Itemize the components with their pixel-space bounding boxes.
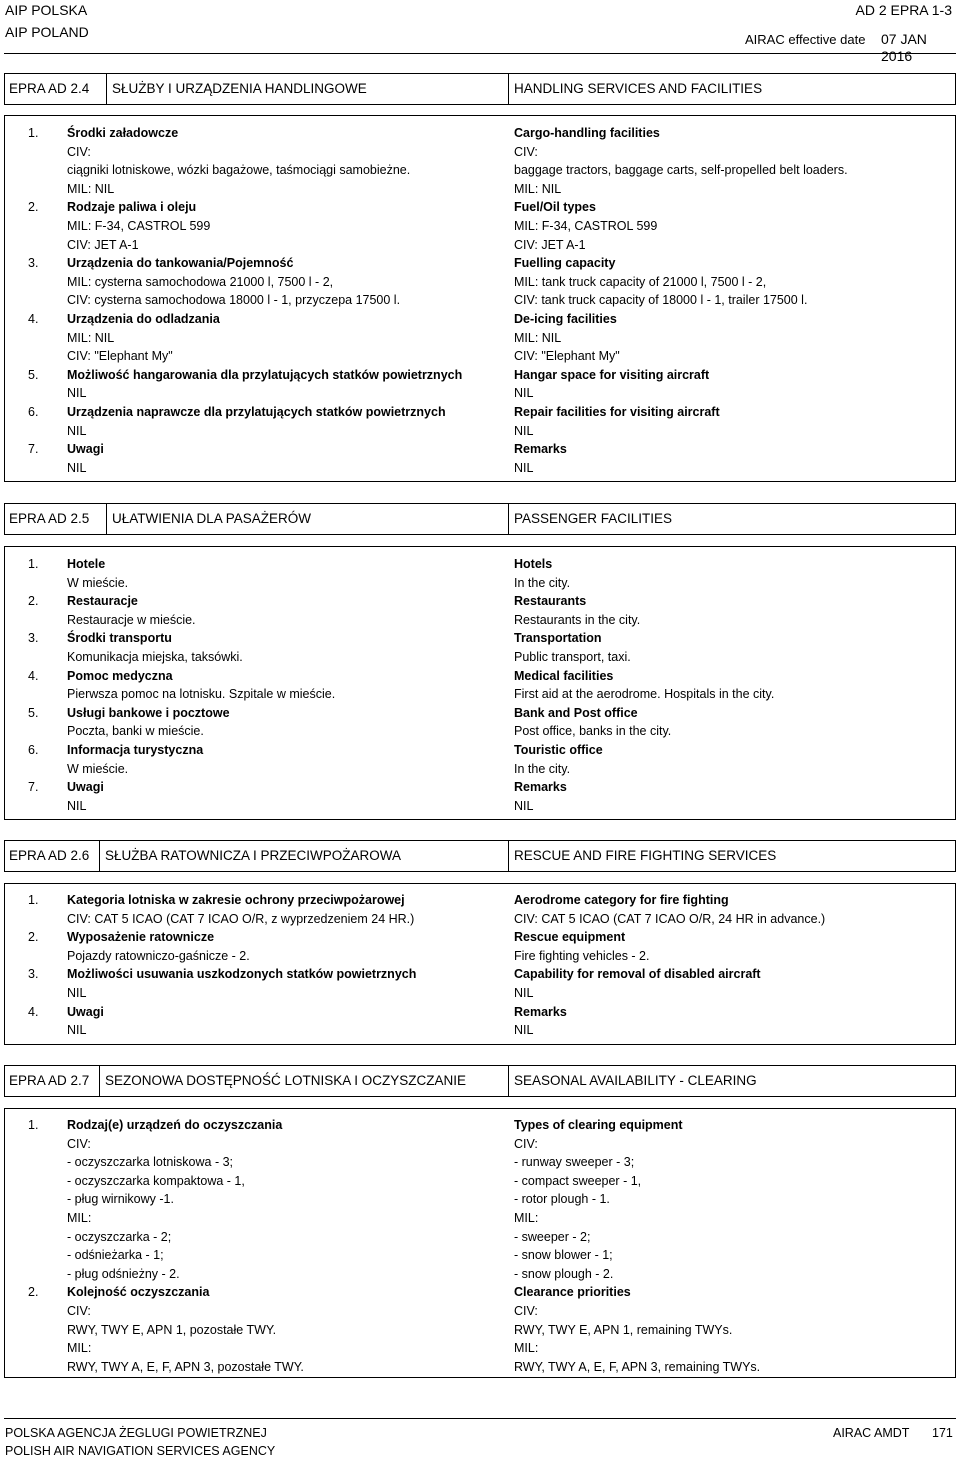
section-title-pl: SŁUŻBY I URZĄDZENIA HANDLINGOWE — [112, 81, 367, 96]
item-text-en: - runway sweeper - 3; — [514, 1155, 635, 1170]
section-title-bar — [4, 503, 956, 535]
item-text-en: NIL — [514, 1023, 534, 1038]
item-text-en: baggage tractors, baggage carts, self-propelled belt loaders. — [514, 163, 848, 178]
section-code: EPRA AD 2.7 — [9, 1073, 90, 1088]
item-text-en: Cargo-handling facilities — [514, 126, 660, 140]
item-text-pl: MIL: F-34, CASTROL 599 — [67, 219, 211, 233]
item-text-pl: NIL — [67, 986, 87, 1000]
item-text-pl: Rodzaj(e) urządzeń do oczyszczania — [67, 1118, 283, 1132]
item-text-en: - rotor plough - 1. — [514, 1192, 610, 1207]
item-text-en: First aid at the aerodrome. Hospitals in the city. — [514, 687, 775, 702]
item-text-pl: - pług wirnikowy -1. — [67, 1192, 174, 1207]
item-text-pl: - odśnieżarka - 1; — [67, 1248, 164, 1263]
header-page-ref: AD 2 EPRA 1-3 — [855, 2, 952, 18]
item-number: 1. — [28, 557, 39, 571]
item-text-pl: Możliwości usuwania uszkodzonych statków powietrznych — [67, 967, 417, 982]
item-text-pl: CIV: cysterna samochodowa 18000 l - 1, przyczepa 17500 l. — [67, 293, 401, 308]
item-text-en: Clearance priorities — [514, 1285, 631, 1300]
item-text-pl: MIL: — [67, 1341, 92, 1356]
section-title-pl: SEZONOWA DOSTĘPNOŚĆ LOTNISKA I OCZYSZCZANIE — [105, 1073, 467, 1088]
item-text-pl: Wyposażenie ratownicze — [67, 930, 215, 945]
item-text-en: In the city. — [514, 761, 571, 776]
item-text-pl: Środki transportu — [67, 631, 172, 646]
item-text-en: RWY, TWY A, E, F, APN 3, remaining TWYs. — [514, 1359, 761, 1374]
item-text-pl: Kategoria lotniska w zakresie ochrony przeciwpożarowej — [67, 893, 405, 907]
footer-amdt-label: AIRAC AMDT — [833, 1426, 910, 1440]
item-text-en: NIL — [514, 798, 534, 813]
section-title-pl: SŁUŻBA RATOWNICZA I PRZECIWPOŻAROWA — [105, 848, 402, 863]
item-text-pl: Kolejność oczyszczania — [67, 1285, 210, 1300]
divider — [508, 503, 509, 535]
item-number: 3. — [28, 967, 39, 982]
divider — [99, 1065, 100, 1097]
section-title-en: RESCUE AND FIRE FIGHTING SERVICES — [514, 848, 777, 863]
item-text-en: Capability for removal of disabled aircraft — [514, 967, 761, 982]
section-title-bar — [4, 840, 956, 872]
divider — [508, 1065, 509, 1097]
section-code: EPRA AD 2.6 — [9, 848, 90, 863]
item-text-en: Types of clearing equipment — [514, 1118, 683, 1132]
item-text-pl: - oczyszczarka - 2; — [67, 1229, 172, 1244]
divider — [508, 840, 509, 872]
item-text-en: CIV: JET A-1 — [514, 237, 586, 252]
item-number: 3. — [28, 256, 39, 271]
item-text-en: CIV: — [514, 1304, 538, 1318]
item-number: 5. — [28, 367, 39, 382]
item-text-en: MIL: F-34, CASTROL 599 — [514, 219, 658, 233]
item-number: 1. — [28, 126, 39, 140]
section-title-pl: UŁATWIENIA DLA PASAŻERÓW — [112, 511, 312, 526]
header-airac-label: AIRAC effective date — [745, 32, 866, 47]
item-text-pl: NIL — [67, 798, 87, 813]
section-code: EPRA AD 2.4 — [9, 81, 90, 96]
item-text-en: CIV: CAT 5 ICAO (CAT 7 ICAO O/R, 24 HR in advance.) — [514, 911, 826, 926]
item-text-pl: Urządzenia naprawcze dla przylatujących statków powietrznych — [67, 405, 446, 419]
item-text-en: - snow plough - 2. — [514, 1266, 614, 1281]
footer-agency-en: POLISH AIR NAVIGATION SERVICES AGENCY — [5, 1444, 276, 1458]
item-text-pl: MIL: cysterna samochodowa 21000 l, 7500 l - 2, — [67, 274, 334, 289]
item-text-pl: MIL: NIL — [67, 330, 115, 345]
item-text-en: Hangar space for visiting aircraft — [514, 367, 710, 382]
item-text-en: Aerodrome category for fire fighting — [514, 893, 729, 907]
footer-rule — [4, 1418, 956, 1419]
item-text-en: CIV: — [514, 1136, 538, 1151]
item-text-en: Bank and Post office — [514, 705, 638, 720]
item-text-pl: Środki załadowcze — [67, 126, 179, 140]
item-text-pl: - oczyszczarka kompaktowa - 1, — [67, 1173, 245, 1188]
divider — [106, 503, 107, 535]
item-number: 7. — [28, 780, 39, 795]
item-text-en: CIV: "Elephant My" — [514, 349, 620, 364]
header-aip-polska: AIP POLSKA — [5, 2, 88, 18]
item-text-en: In the city. — [514, 575, 571, 590]
item-text-pl: Informacja turystyczna — [67, 743, 204, 757]
item-text-en: Touristic office — [514, 743, 603, 757]
item-text-pl: MIL: NIL — [67, 181, 115, 196]
item-text-pl: - oczyszczarka lotniskowa - 3; — [67, 1155, 234, 1170]
item-number: 3. — [28, 631, 39, 646]
item-number: 1. — [28, 1118, 39, 1132]
item-text-en: MIL: NIL — [514, 330, 562, 345]
item-text-en: NIL — [514, 423, 534, 438]
item-text-pl: Urządzenia do tankowania/Pojemność — [67, 256, 294, 271]
item-text-en: MIL: tank truck capacity of 21000 l, 7500 l - 2, — [514, 274, 767, 289]
item-text-pl: RWY, TWY E, APN 1, pozostałe TWY. — [67, 1322, 277, 1337]
item-number: 1. — [28, 893, 39, 907]
item-text-pl: Możliwość hangarowania dla przylatujących statków powietrznych — [67, 367, 463, 382]
item-number: 4. — [28, 1004, 39, 1019]
divider — [99, 840, 100, 872]
item-text-en: Transportation — [514, 631, 602, 646]
item-text-en: Fuelling capacity — [514, 256, 616, 271]
item-text-en: Medical facilities — [514, 668, 614, 683]
item-text-en: Rescue equipment — [514, 930, 626, 945]
item-text-en: RWY, TWY E, APN 1, remaining TWYs. — [514, 1322, 733, 1337]
item-text-en: - snow blower - 1; — [514, 1248, 613, 1263]
item-text-en: Remarks — [514, 442, 567, 457]
item-text-pl: Poczta, banki w mieście. — [67, 724, 204, 739]
item-text-pl: MIL: — [67, 1211, 92, 1225]
item-text-pl: NIL — [67, 423, 87, 438]
footer-amdt-number: 171 — [932, 1426, 953, 1440]
item-text-en: Remarks — [514, 780, 567, 795]
item-text-pl: CIV: "Elephant My" — [67, 349, 173, 364]
divider — [508, 73, 509, 105]
item-text-en: NIL — [514, 386, 534, 401]
item-number: 7. — [28, 442, 39, 457]
item-text-en: - compact sweeper - 1, — [514, 1173, 642, 1188]
item-number: 2. — [28, 200, 39, 215]
item-text-en: Post office, banks in the city. — [514, 724, 672, 739]
item-text-en: Fire fighting vehicles - 2. — [514, 948, 650, 963]
item-text-pl: CIV: CAT 5 ICAO (CAT 7 ICAO O/R, z wyprzedzeniem 24 HR.) — [67, 911, 415, 926]
item-number: 5. — [28, 705, 39, 720]
section-title-bar — [4, 73, 956, 105]
item-text-pl: Restauracje w mieście. — [67, 612, 196, 627]
item-number: 6. — [28, 405, 39, 419]
item-text-pl: CIV: — [67, 144, 91, 159]
item-text-en: Restaurants in the city. — [514, 612, 641, 627]
item-text-pl: Usługi bankowe i pocztowe — [67, 705, 230, 720]
item-text-en: MIL: — [514, 1341, 539, 1356]
item-text-pl: Pomoc medyczna — [67, 668, 173, 683]
item-text-en: Public transport, taxi. — [514, 650, 631, 664]
item-text-pl: ciągniki lotniskowe, wózki bagażowe, taśmociągi samobieżne. — [67, 163, 411, 178]
header-airac-date: 07 JAN 2016 — [881, 31, 927, 64]
section-code: EPRA AD 2.5 — [9, 511, 90, 526]
item-number: 4. — [28, 668, 39, 683]
item-text-pl: RWY, TWY A, E, F, APN 3, pozostałe TWY. — [67, 1359, 304, 1374]
item-text-en: De-icing facilities — [514, 312, 617, 326]
item-text-pl: Pierwsza pomoc na lotnisku. Szpitale w mieście. — [67, 687, 336, 702]
item-text-pl: Restauracje — [67, 594, 138, 609]
item-text-en: NIL — [514, 460, 534, 475]
header-aip-poland: AIP POLAND — [5, 24, 89, 40]
item-text-pl: Urządzenia do odladzania — [67, 312, 220, 326]
divider — [106, 73, 107, 105]
item-text-pl: W mieście. — [67, 761, 129, 776]
item-text-en: MIL: NIL — [514, 181, 562, 196]
section-title-en: HANDLING SERVICES AND FACILITIES — [514, 81, 763, 96]
item-number: 2. — [28, 1285, 39, 1300]
item-text-pl: Uwagi — [67, 1004, 104, 1019]
item-text-en: CIV: — [514, 144, 538, 159]
item-text-en: Restaurants — [514, 594, 587, 609]
item-text-en: Remarks — [514, 1004, 567, 1019]
item-text-pl: W mieście. — [67, 575, 129, 590]
item-text-en: Fuel/Oil types — [514, 200, 596, 215]
item-text-en: NIL — [514, 986, 534, 1000]
item-text-en: - sweeper - 2; — [514, 1229, 591, 1244]
item-text-pl: Rodzaje paliwa i oleju — [67, 200, 197, 215]
header-rule — [4, 53, 956, 54]
item-text-en: Hotels — [514, 557, 553, 571]
item-text-en: Repair facilities for visiting aircraft — [514, 405, 720, 419]
item-text-pl: NIL — [67, 1023, 87, 1038]
item-text-pl: NIL — [67, 460, 87, 475]
item-number: 2. — [28, 594, 39, 609]
item-text-pl: Pojazdy ratowniczo-gaśnicze - 2. — [67, 948, 250, 963]
item-text-pl: Uwagi — [67, 442, 104, 457]
item-number: 6. — [28, 743, 39, 757]
section-title-en: PASSENGER FACILITIES — [514, 511, 673, 526]
item-text-pl: NIL — [67, 386, 87, 401]
item-text-pl: CIV: JET A-1 — [67, 237, 139, 252]
item-text-en: MIL: — [514, 1211, 539, 1225]
item-number: 4. — [28, 312, 39, 326]
section-title-en: SEASONAL AVAILABILITY - CLEARING — [514, 1073, 757, 1088]
item-text-pl: CIV: — [67, 1304, 91, 1318]
item-text-pl: Uwagi — [67, 780, 104, 795]
item-text-pl: Hotele — [67, 557, 106, 571]
item-text-pl: CIV: — [67, 1136, 91, 1151]
item-text-pl: Komunikacja miejska, taksówki. — [67, 650, 243, 664]
item-text-pl: - pług odśnieżny - 2. — [67, 1266, 180, 1281]
item-number: 2. — [28, 930, 39, 945]
footer-agency-pl: POLSKA AGENCJA ŻEGLUGI POWIETRZNEJ — [5, 1426, 267, 1440]
section-title-bar — [4, 1065, 956, 1097]
item-text-en: CIV: tank truck capacity of 18000 l - 1, trailer 17500 l. — [514, 293, 808, 308]
